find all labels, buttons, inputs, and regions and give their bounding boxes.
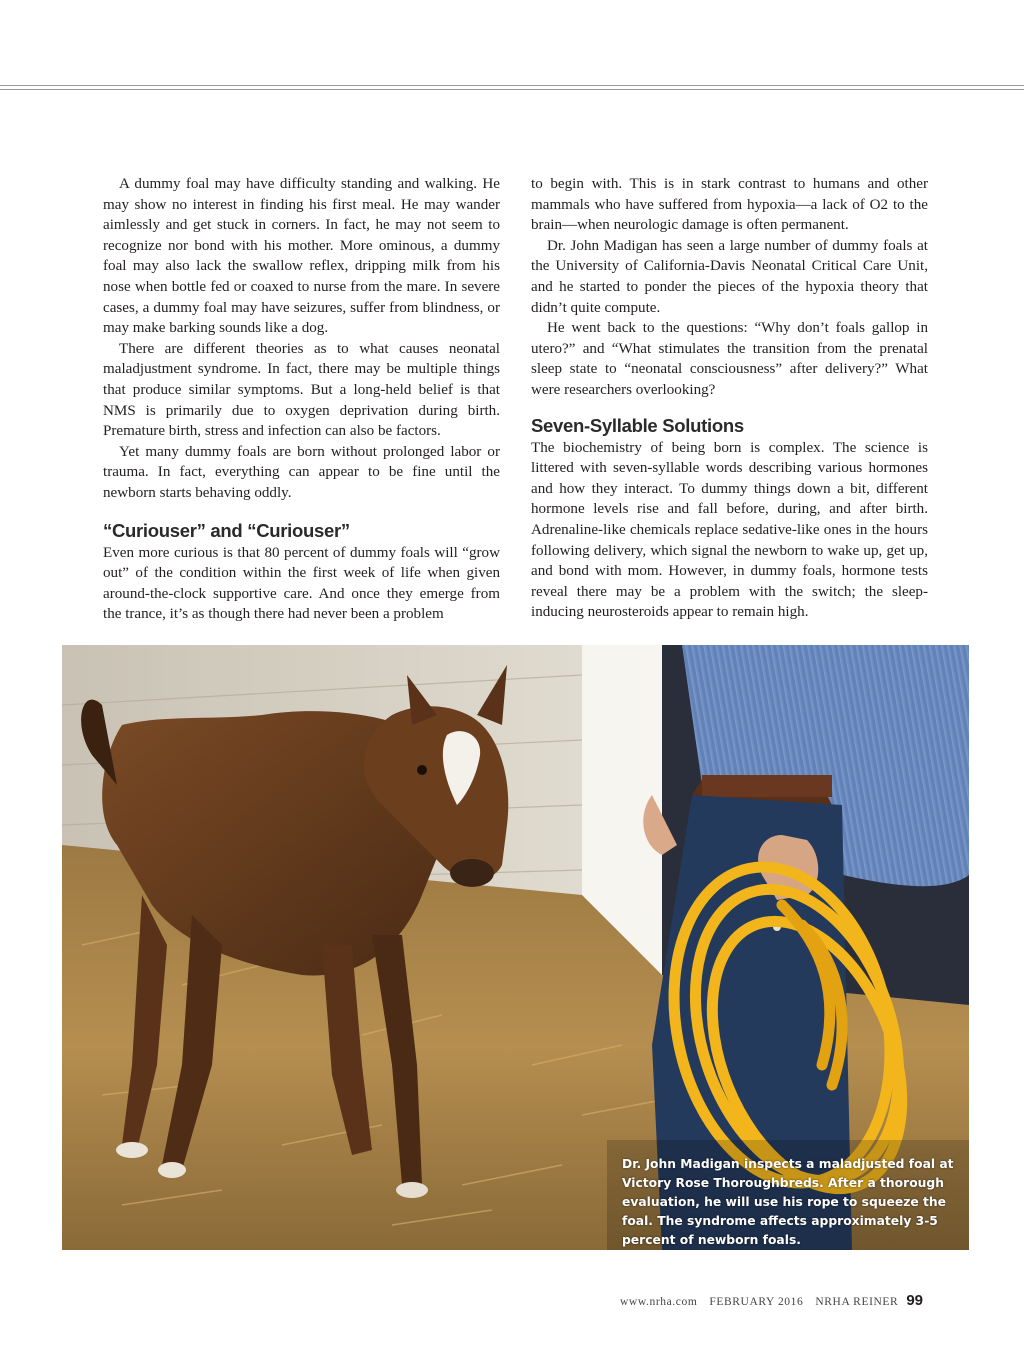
header-rule-top (0, 85, 1024, 86)
paragraph: Dr. John Madigan has seen a large number of dummy foals at the University of California-Davis Neonatal Critical Care Unit, and he started to ponder the pieces of the hypoxia theory that didn’t quite compute. (531, 237, 928, 316)
header-rule-bottom (0, 89, 1024, 90)
footer-url: www.nrha.com (620, 1296, 698, 1308)
paragraph: to begin with. This is in stark contrast to humans and other mammals who have suffered from hypoxia—a lack of O2 to the brain—when neurologic damage is often permanent. (531, 176, 928, 234)
page-footer (620, 1292, 923, 1310)
article-column-right (531, 174, 928, 623)
paragraph: The biochemistry of being born is complex. The science is littered with seven-syllable words describing various hormones and how they interact. To dummy things down a bit, different hormone levels rise and fall before, during, and after birth. Adrenaline-like chemicals replace sedative-like ones in the hours following delivery, which signal the newborn to wake up, get up, and bond with mom. However, in dummy foals, hormone tests reveal there may be a problem with the switch; the sleep-inducing neurosteroids appear to remain high. (531, 439, 928, 621)
photo-caption: Dr. John Madigan inspects a maladjusted foal at Victory Rose Thoroughbreds. After a thorough evaluation, he will use his rope to squeeze the foal. The syndrome affects approximately 3-5 percent of newborn foals. (622, 1157, 954, 1247)
section-heading-seven-syllable: Seven-Syllable Solutions (531, 414, 744, 436)
article-column-left (103, 174, 500, 625)
paragraph: He went back to the questions: “Why don’t foals gallop in utero?” and “What stimulates the transition from the prenatal sleep state to “neonatal consciousness” after delivery?” What were researchers overlooking? (531, 320, 928, 398)
section-heading-curiouser: “Curiouser” and “Curiouser” (103, 519, 350, 541)
paragraph: There are different theories as to what causes neonatal maladjustment syndrome. In fact, there may be multiple things that produce similar symptoms. But a long-held belief is that NMS is primarily due to oxygen deprivation during birth. Premature birth, stress and infection can also be factors. (103, 340, 500, 440)
page-number: 99 (906, 1292, 923, 1309)
footer-date: FEBRUARY 2016 (709, 1296, 804, 1308)
paragraph: Yet many dummy foals are born without prolonged labor or trauma. In fact, everything can appear to be fine until the newborn starts behaving oddly. (103, 443, 500, 501)
footer-publication: NRHA REINER (815, 1296, 899, 1308)
paragraph: Even more curious is that 80 percent of dummy foals will “grow out” of the condition within the first week of life when given around-the-clock supportive care. And once they emerge from the trance, it’s as though there had never been a problem (103, 544, 500, 623)
paragraph: A dummy foal may have difficulty standing and walking. He may show no interest in finding his first meal. He may wander aimlessly and get stuck in corners. In fact, he may not seem to recognize nor bond with his mother. More ominous, a dummy foal may also lack the swallow reflex, dripping milk from his nose when bottle fed or coaxed to nurse from the mare. In severe cases, a dummy foal may have seizures, suffer from blindness, or may make barking sounds like a dog. (103, 176, 500, 337)
